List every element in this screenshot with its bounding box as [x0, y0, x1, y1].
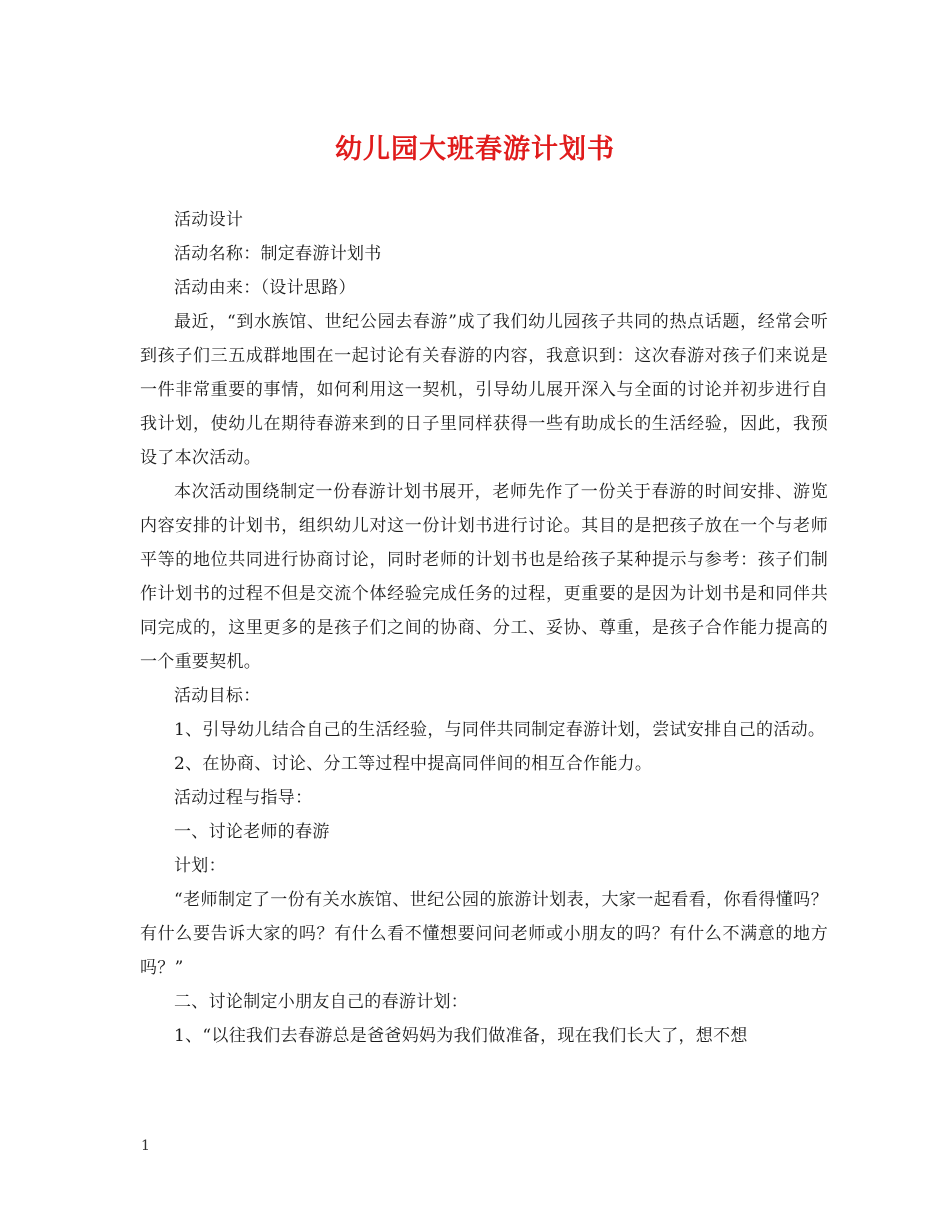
- paragraph-activity-name: 活动名称：制定春游计划书: [174, 244, 382, 264]
- document-body: [140, 203, 828, 1053]
- paragraph-step-2: 二、讨论制定小朋友自己的春游计划：: [174, 992, 469, 1012]
- paragraph-plan: 计划：: [174, 856, 226, 876]
- paragraph-goal-2: 2、在协商、讨论、分工等过程中提高同伴间的相互合作能力。: [174, 754, 653, 774]
- paragraph-step-1: 一、讨论老师的春游: [174, 822, 330, 842]
- paragraph-activity-goals: 活动目标：: [174, 686, 261, 706]
- document-title: 幼儿园大班春游计划书: [335, 134, 615, 165]
- paragraph-this-activity: 本次活动围绕制定一份春游计划书展开，老师先作了一份关于春游的时间安排、游览内容安排的计划书，组织幼儿对这一份计划书进行讨论。其目的是把孩子放在一个与老师平等的地位共同进行协商讨论，同时老师的计划书也是给孩子某种提示与参考：孩子们制作计划书的过程不但是交流个体经验完成任务的过程，更重要的是因为计划书是和同伴共同完成的，这里更多的是孩子们之间的协商、分工、妥协、尊重，是孩子合作能力提高的一个重要契机。: [140, 482, 828, 672]
- paragraph-activity-origin: 活动由来：（设计思路）: [174, 278, 356, 298]
- paragraph-teacher-quote: “老师制定了一份有关水族馆、世纪公园的旅游计划表，大家一起看看，你看得懂吗？有什么要告诉大家的吗？有什么看不懂想要问问老师或小朋友的吗？有什么不满意的地方吗？”: [140, 890, 828, 978]
- paragraph-step-2-item-1: 1、“以往我们去春游总是爸爸妈妈为我们做准备，现在我们长大了，想不想: [174, 1026, 748, 1046]
- paragraph-goal-1: 1、引导幼儿结合自己的生活经验，与同伴共同制定春游计划，尝试安排自己的活动。: [174, 720, 826, 740]
- paragraph-recently: 最近，“到水族馆、世纪公园去春游”成了我们幼儿园孩子共同的热点话题，经常会听到孩子们三五成群地围在一起讨论有关春游的内容，我意识到：这次春游对孩子们来说是一件非常重要的事情，如何利用这一契机，引导幼儿展开深入与全面的讨论并初步进行自我计划，使幼儿在期待春游来到的日子里同样获得一些有助成长的生活经验，因此，我预设了本次活动。: [140, 312, 828, 468]
- paragraph-activity-design: 活动设计: [174, 210, 244, 230]
- page-number: 1: [141, 1138, 150, 1154]
- paragraph-process-guidance: 活动过程与指导：: [174, 788, 313, 808]
